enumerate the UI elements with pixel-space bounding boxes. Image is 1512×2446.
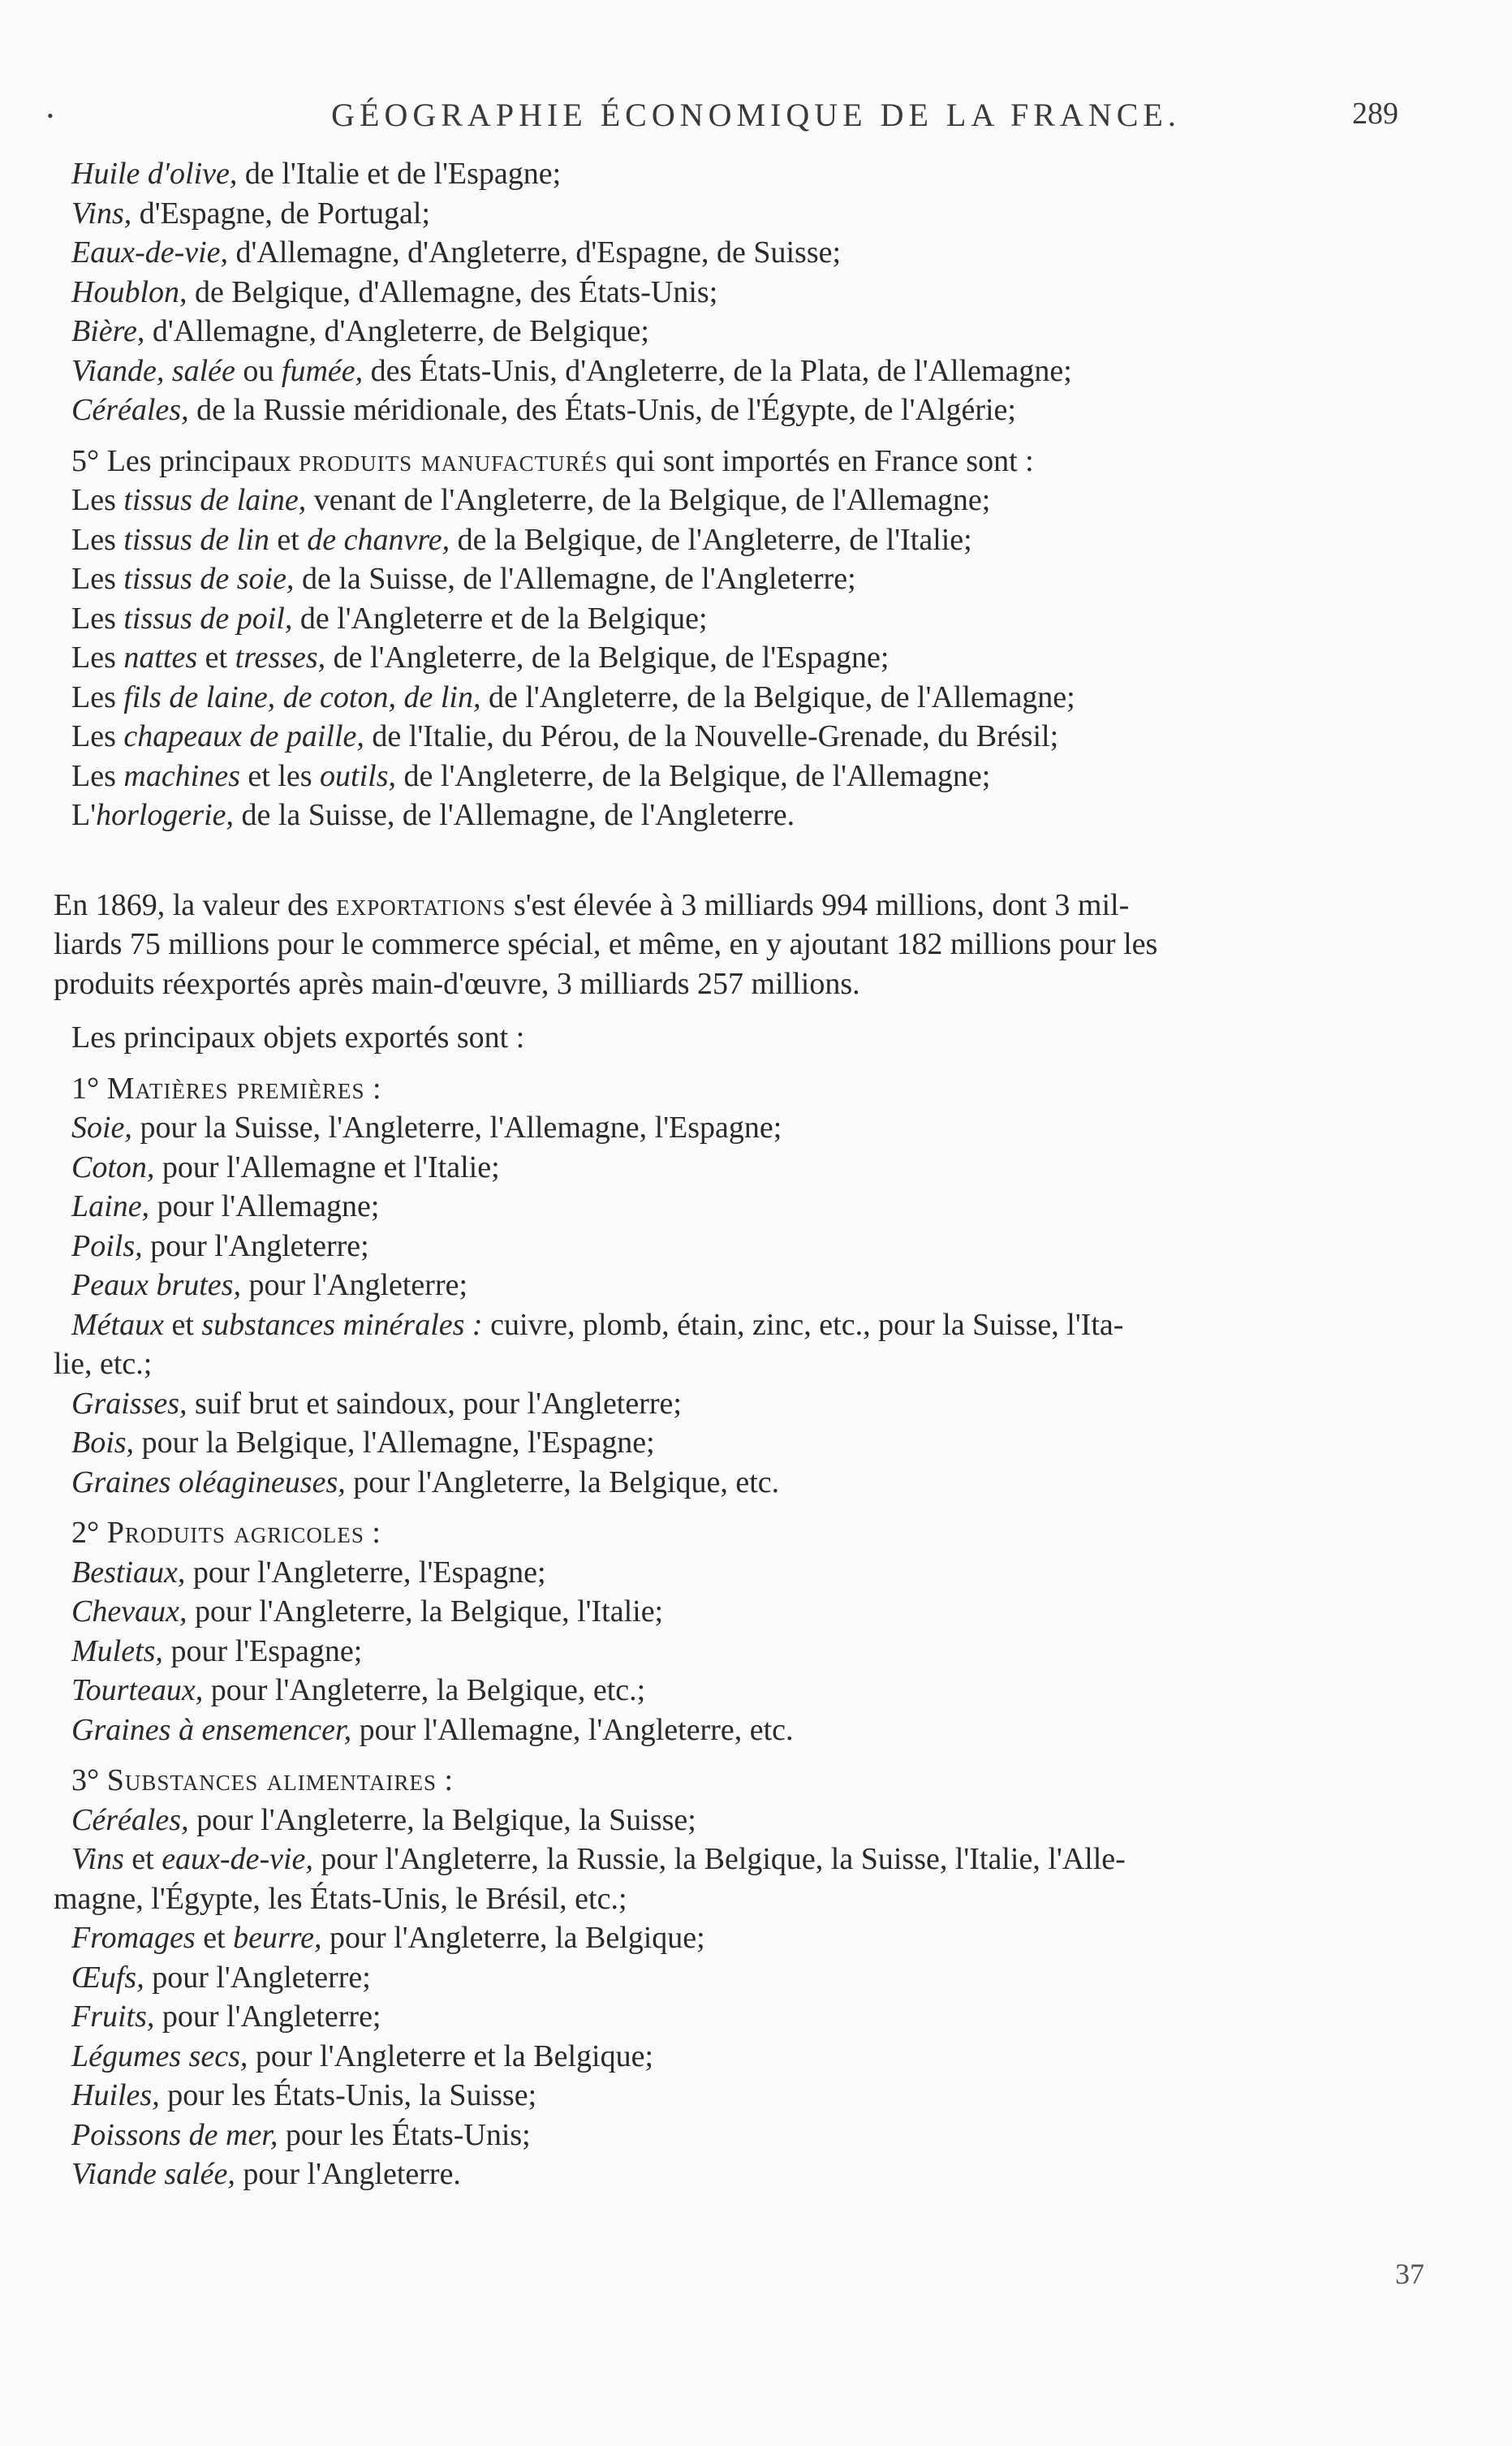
page-body (54, 154, 1352, 2194)
list-item: Mulets, pour l'Espagne; (71, 1633, 363, 1668)
page-number: 289 (1352, 97, 1398, 131)
list-item: Les nattes et tresses, de l'Angleterre, de la Belgique, de l'Espagne; (71, 641, 890, 675)
list-item: Poissons de mer, pour les États-Unis; (71, 2117, 531, 2152)
list-item: Viande salée, pour l'Angleterre. (71, 2157, 461, 2191)
exports-paragraph: En 1869, la valeur des exportations s'est élevée à 3 milliards 994 millions, dont 3 mil- liards 75 millions pour le commerce spécial, et même, en y ajoutant 182 millions pour les produits réexportés après main-d'œuvre, 3 milliards 257 millions. (54, 887, 1158, 1001)
list-item: Bois, pour la Belgique, l'Allemagne, l'Espagne; (71, 1426, 655, 1460)
list-item: Viande, salée ou fumée, des États-Unis, d'Angleterre, de la Plata, de l'Allemagne; (71, 353, 1072, 388)
list-item: Laine, pour l'Allemagne; (71, 1189, 380, 1223)
list-item-continuation: magne, l'Égypte, les États-Unis, le Brésil, etc.; (54, 1881, 627, 1916)
list-item: Vins et eaux-de-vie, pour l'Angleterre, la Russie, la Belgique, la Suisse, l'Italie, l'Alle- (71, 1842, 1126, 1876)
list-item: Houblon, de Belgique, d'Allemagne, des États-Unis; (71, 274, 718, 309)
header-bullet: • (47, 106, 58, 126)
raw-materials-section (54, 1069, 1352, 1503)
section-intro: 5° Les principaux produits manufacturés qui sont importés en France sont : (71, 443, 1034, 478)
list-item: Vins, d'Espagne, de Portugal; (71, 196, 431, 231)
list-item: Fruits, pour l'Angleterre; (71, 2000, 381, 2034)
list-item: Huiles, pour les États-Unis, la Suisse; (71, 2078, 537, 2112)
signature-mark: 37 (1395, 2258, 1424, 2290)
list-item: L'horlogerie, de la Suisse, de l'Allemagne, de l'Angleterre. (71, 798, 795, 832)
section-heading: 1° Matières premières : (71, 1071, 381, 1106)
section-heading: 3° Substances alimentaires : (71, 1763, 454, 1797)
list-item: Céréales, de la Russie méridionale, des États-Unis, de l'Égypte, de l'Algérie; (71, 393, 1016, 427)
list-item: Huile d'olive, de l'Italie et de l'Espagne; (71, 157, 562, 191)
food-section (54, 1761, 1352, 2194)
list-item: Les machines et les outils, de l'Angleterre, de la Belgique, de l'Allemagne; (71, 758, 991, 793)
list-item: Peaux brutes, pour l'Angleterre; (71, 1268, 468, 1302)
list-item: Poils, pour l'Angleterre; (71, 1228, 369, 1263)
list-item: Bestiaux, pour l'Angleterre, l'Espagne; (71, 1555, 546, 1590)
list-item: Les tissus de laine, venant de l'Angleterre, de la Belgique, de l'Allemagne; (71, 483, 991, 517)
list-item: Tourteaux, pour l'Angleterre, la Belgique, etc.; (71, 1673, 646, 1707)
list-item: Légumes secs, pour l'Angleterre et la Belgique; (71, 2038, 654, 2073)
imports-list (54, 154, 1352, 430)
manufactured-section (54, 442, 1352, 835)
list-item: Graines à ensemencer, pour l'Allemagne, l'Angleterre, etc. (71, 1712, 794, 1747)
list-item: Graisses, suif brut et saindoux, pour l'Angleterre; (71, 1386, 682, 1421)
exports-intro: Les principaux objets exportés sont : (71, 1020, 525, 1055)
list-item: Chevaux, pour l'Angleterre, la Belgique, l'Italie; (71, 1594, 664, 1629)
list-item: Les chapeaux de paille, de l'Italie, du Pérou, de la Nouvelle-Grenade, du Brésil; (71, 719, 1059, 753)
list-item: Les tissus de poil, de l'Angleterre et de la Belgique; (71, 601, 708, 636)
list-item: Céréales, pour l'Angleterre, la Belgique, la Suisse; (71, 1802, 696, 1837)
page-title: GÉOGRAPHIE ÉCONOMIQUE DE LA FRANCE. (331, 97, 1181, 133)
section-heading: 2° Produits agricoles : (71, 1516, 381, 1550)
agricultural-section (54, 1513, 1352, 1749)
list-item: Soie, pour la Suisse, l'Angleterre, l'Allemagne, l'Espagne; (71, 1111, 782, 1145)
list-item: Les fils de laine, de coton, de lin, de l'Angleterre, de la Belgique, de l'Allemagne; (71, 679, 1075, 714)
list-item: Coton, pour l'Allemagne et l'Italie; (71, 1150, 500, 1184)
list-item: Graines oléagineuses, pour l'Angleterre, la Belgique, etc. (71, 1465, 780, 1499)
list-item: Bière, d'Allemagne, d'Angleterre, de Belgique; (71, 314, 649, 348)
list-item: Eaux-de-vie, d'Allemagne, d'Angleterre, d'Espagne, de Suisse; (71, 235, 842, 270)
list-item: Métaux et substances minérales : cuivre, plomb, étain, zinc, etc., pour la Suisse, l'Ita- (71, 1307, 1124, 1342)
list-item: Fromages et beurre, pour l'Angleterre, la Belgique; (71, 1921, 705, 1955)
list-item: Œufs, pour l'Angleterre; (71, 1960, 371, 1995)
list-item-continuation: lie, etc.; (54, 1347, 153, 1381)
list-item: Les tissus de soie, de la Suisse, de l'Allemagne, de l'Angleterre; (71, 562, 856, 596)
list-item: Les tissus de lin et de chanvre, de la Belgique, de l'Angleterre, de l'Italie; (71, 522, 972, 557)
running-header (0, 96, 1512, 145)
